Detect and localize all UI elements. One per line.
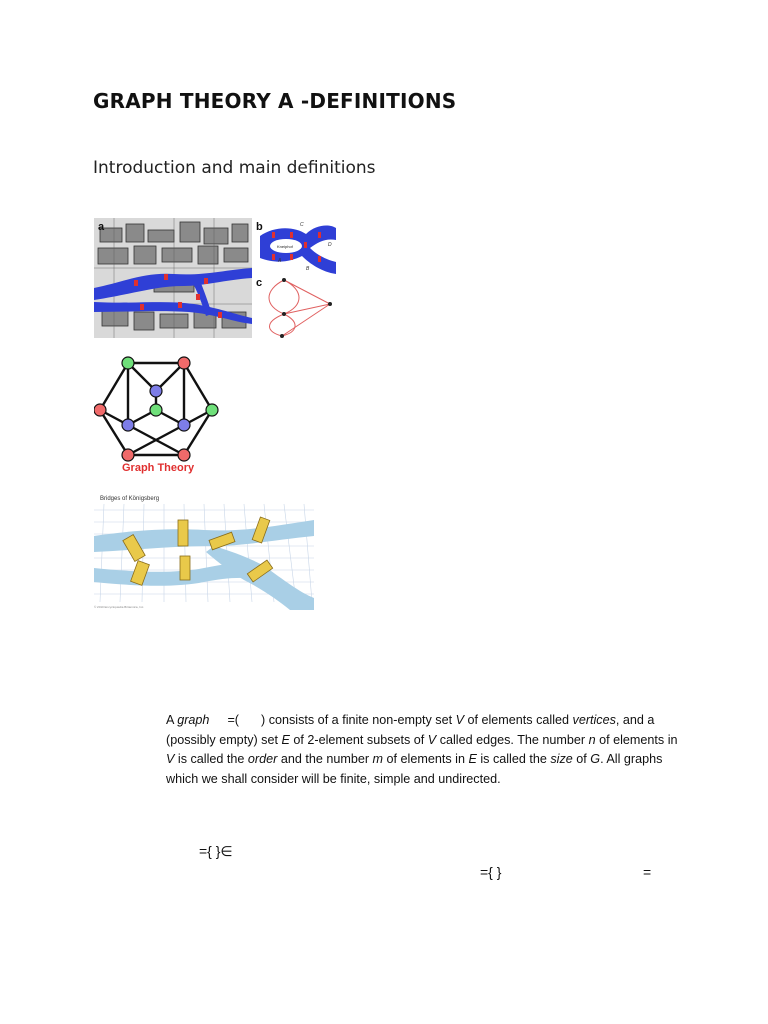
text-run: of elements called	[464, 713, 573, 727]
text-run: is called the	[476, 752, 551, 766]
text-run: of elements in	[595, 732, 678, 747]
text-run: of elements in	[383, 752, 469, 766]
bridges-illustration	[94, 490, 314, 610]
text-run: =(	[227, 713, 239, 727]
text-run: A	[166, 713, 178, 727]
symbol-v: V	[427, 732, 437, 747]
node-d-label: D	[328, 242, 332, 248]
symbol-e: E	[281, 732, 290, 747]
panel-label-b: b	[256, 221, 263, 233]
graph-theory-logo	[94, 355, 220, 477]
vertex-set-formula: ={ }∈	[199, 843, 233, 859]
symbol-v: V	[166, 752, 175, 766]
symbol-n: n	[588, 732, 596, 747]
symbol-v: V	[455, 713, 464, 727]
multigraph-panel	[256, 277, 332, 338]
symbol-e: E	[468, 752, 477, 766]
logo-caption: Graph Theory	[122, 462, 195, 474]
copyright-notice: © 2010 Encyclopædia Britannica, Inc.	[94, 605, 145, 609]
kneiphof-label: Kneiphof	[277, 244, 293, 249]
graph-definition-paragraph	[166, 711, 678, 789]
schematic-map-panel	[256, 221, 336, 274]
page-title: GRAPH THEORY A -DEFINITIONS	[93, 89, 457, 113]
text-run: , and a (possibly empty) set	[166, 713, 655, 747]
text-run: of 2-element subsets of	[289, 732, 428, 747]
konigsberg-map-figure	[94, 218, 336, 338]
text-run: and the number	[277, 752, 373, 766]
symbol-m: m	[372, 752, 384, 766]
edge-set-formula: ={ }	[480, 864, 502, 880]
city-engraving-panel	[94, 218, 252, 338]
panel-label-a: a	[98, 221, 105, 233]
term-order: order	[247, 752, 278, 766]
text-run: . All graphs which we shall consider will be finite, simple and undirected.	[166, 752, 663, 786]
node-a-label: A	[278, 258, 282, 264]
text-run: ) consists of a finite non-empty set	[261, 713, 456, 727]
node-b-label: B	[306, 266, 310, 272]
term-vertices: vertices	[572, 713, 616, 727]
equals-sign: =	[643, 864, 652, 880]
node-c-label: C	[300, 222, 304, 228]
text-run: called edges. The number	[436, 732, 589, 747]
text-run: is called the	[174, 752, 248, 766]
text-run: of	[572, 752, 591, 766]
panel-label-c: c	[256, 277, 263, 289]
section-heading: Introduction and main definitions	[93, 158, 376, 178]
bridges-caption: Bridges of Königsberg	[100, 496, 160, 502]
symbol-g: G	[590, 752, 601, 766]
term-graph: graph	[177, 713, 210, 727]
term-size: size	[550, 752, 573, 766]
